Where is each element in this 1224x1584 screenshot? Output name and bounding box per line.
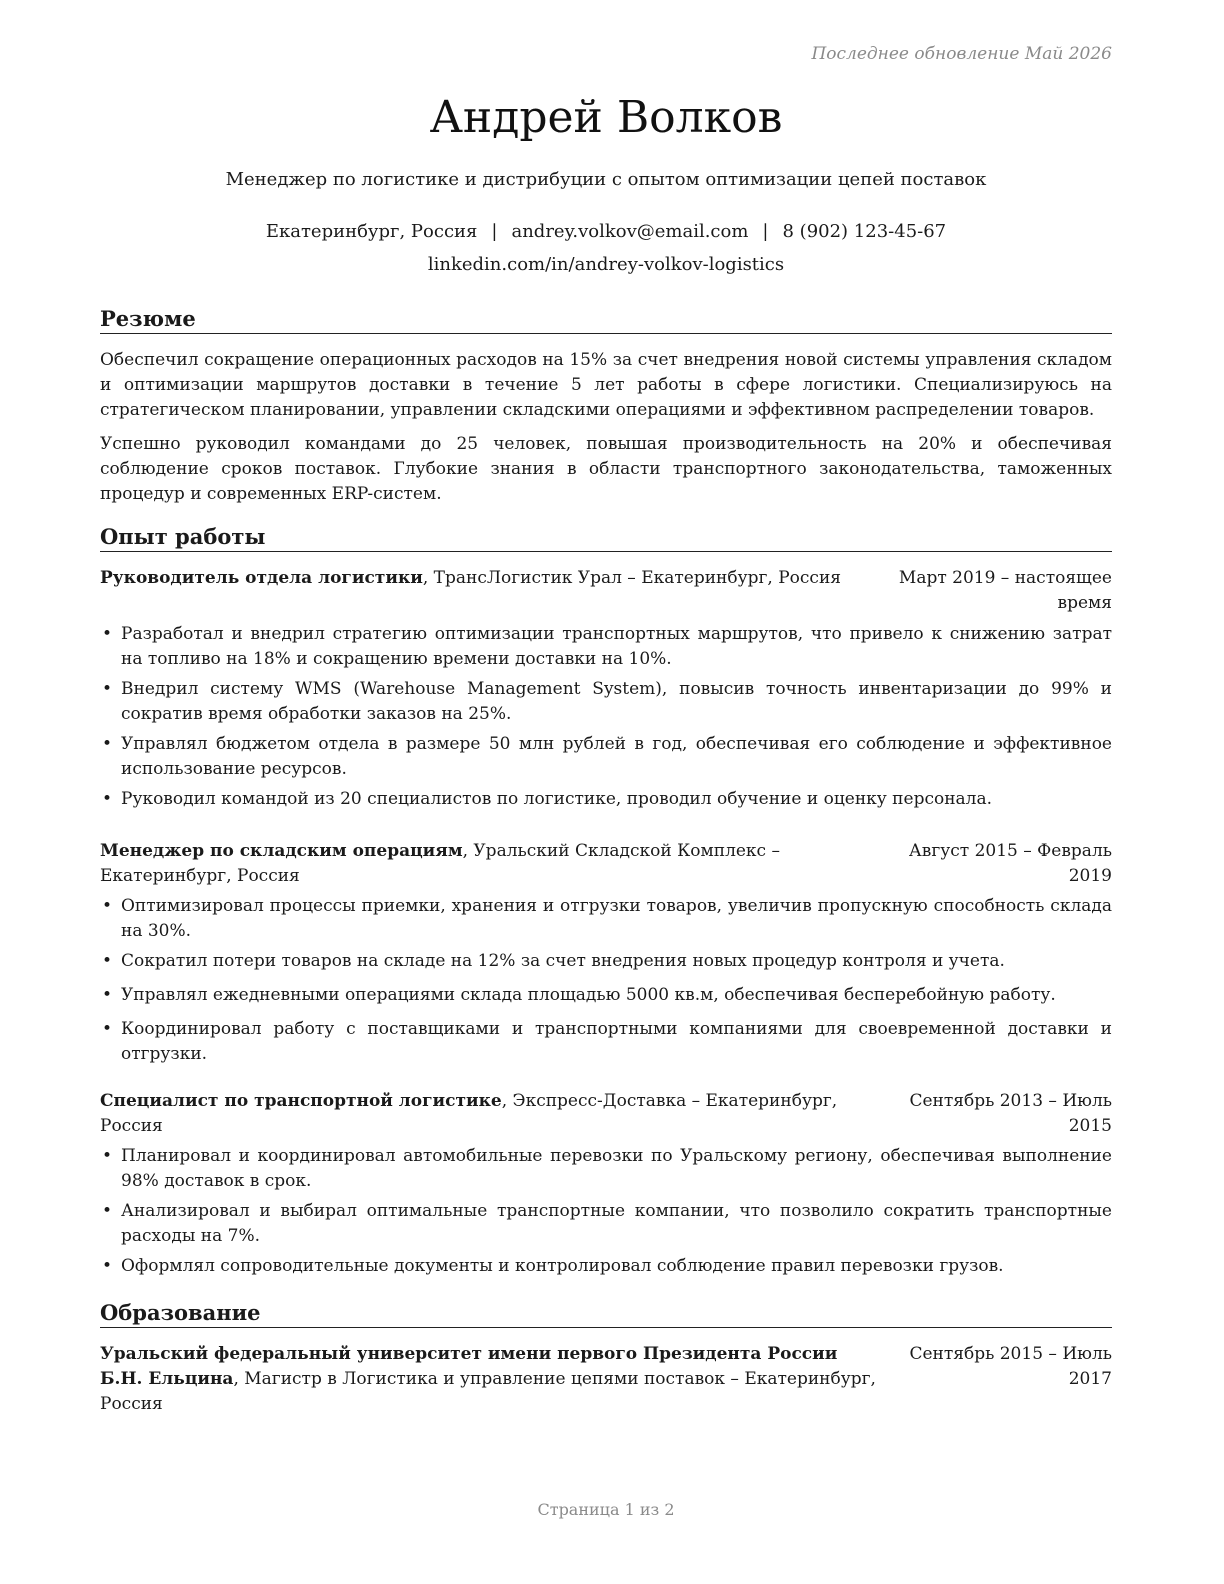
- list-item: • Оптимизировал процессы приемки, хранения и отгрузки товаров, увеличив пропускную способность склада на 30%.: [100, 894, 1112, 944]
- job-company: , Уральский Складской Комплекс – Екатеринбург, Россия: [100, 841, 780, 886]
- job-company: , ТрансЛогистик Урал – Екатеринбург, Россия: [422, 568, 841, 588]
- list-item: • Управлял ежедневными операциями склада площадью 5000 кв.м, обеспечивая бесперебойную работу.: [100, 983, 1112, 1008]
- job-header: [100, 1089, 1112, 1139]
- list-item: • Анализировал и выбирал оптимальные транспортные компании, что позволило сократить транспортные расходы на 7%.: [100, 1199, 1112, 1249]
- list-item: • Управлял бюджетом отдела в размере 50 млн рублей в год, обеспечивая его соблюдение и эффективное использование ресурсов.: [100, 732, 1112, 782]
- headline: Менеджер по логистике и дистрибуции с опытом оптимизации цепей поставок: [225, 169, 987, 190]
- list-item: • Внедрил систему WMS (Warehouse Management System), повысив точность инвентаризации до 99% и сократив время обработки заказов на 25%.: [100, 677, 1112, 727]
- degree-details: , Магистр в Логистика и управление цепями поставок – Екатеринбург, Россия: [100, 1369, 876, 1414]
- job-bullets: [100, 1144, 1112, 1279]
- job-role: Руководитель отдела логистики: [100, 568, 423, 588]
- list-item: • Планировал и координировал автомобильные перевозки по Уральскому региону, обеспечивая выполнение 98% доставок в срок.: [100, 1144, 1112, 1194]
- job-dates: Сентябрь 2013 – Июль 2015: [909, 1091, 1112, 1136]
- education-dates: Сентябрь 2015 – Июль 2017: [909, 1344, 1112, 1389]
- job-dates: Август 2015 – Февраль 2019: [908, 841, 1112, 886]
- list-item: • Руководил командой из 20 специалистов по логистике, проводил обучение и оценку персонала.: [100, 787, 1112, 812]
- job-header: [100, 566, 1112, 616]
- summary-paragraph-1: Обеспечил сокращение операционных расходов на 15% за счет внедрения новой системы управления складом и оптимизации маршрутов доставки в течение 5 лет работы в сфере логистики. Специализируюсь на стратегическом планировании, управлении складскими операциями и эффективном распределении товаров.: [100, 350, 1112, 420]
- job-bullets: [100, 894, 1112, 1067]
- page-number: Страница 1 из 2: [537, 1500, 675, 1519]
- school-name: Уральский федеральный университет имени первого Президента России Б.Н. Ельцина: [100, 1344, 838, 1389]
- job-dates: Март 2019 – настоящее время: [898, 568, 1112, 613]
- job-role: Менеджер по складским операциям: [100, 841, 463, 861]
- list-item: • Координировал работу с поставщиками и транспортными компаниями для своевременной доставки и отгрузки.: [100, 1017, 1112, 1067]
- section-title-education: Образование: [100, 1300, 1112, 1328]
- education-entry: [100, 1342, 1112, 1417]
- last-updated: Последнее обновление Май 2026: [811, 44, 1112, 64]
- job-role: Специалист по транспортной логистике: [100, 1091, 502, 1111]
- separator: |: [762, 221, 769, 242]
- candidate-name: Андрей Волков: [429, 92, 783, 143]
- summary-paragraph-2: Успешно руководил командами до 25 человек, повышая производительность на 20% и обеспечивая соблюдение сроков поставок. Глубокие знания в области транспортного законодательства, таможенных процедур и современных ERP-систем.: [100, 434, 1112, 504]
- separator: |: [491, 221, 498, 242]
- list-item: • Оформлял сопроводительные документы и контролировал соблюдение правил перевозки грузов.: [100, 1254, 1112, 1279]
- section-title-summary: Резюме: [100, 306, 1112, 334]
- linkedin-link[interactable]: linkedin.com/in/andrey-volkov-logistics: [427, 254, 785, 275]
- section-title-experience: Опыт работы: [100, 524, 1112, 552]
- job-bullets: [100, 622, 1112, 812]
- list-item: • Разработал и внедрил стратегию оптимизации транспортных маршрутов, что привело к снижению затрат на топливо на 18% и сокращению времени доставки на 10%.: [100, 622, 1112, 672]
- resume-page: [100, 0, 1112, 1584]
- location: Екатеринбург, Россия: [265, 221, 478, 242]
- list-item: • Сократил потери товаров на складе на 12% за счет внедрения новых процедур контроля и учета.: [100, 949, 1112, 974]
- job-header: [100, 839, 1112, 889]
- contact-line: [100, 220, 1112, 244]
- job-company: , Экспресс-Доставка – Екатеринбург, Россия: [100, 1091, 838, 1136]
- email-link[interactable]: andrey.volkov@email.com: [511, 221, 749, 242]
- phone: 8 (902) 123-45-67: [782, 221, 947, 242]
